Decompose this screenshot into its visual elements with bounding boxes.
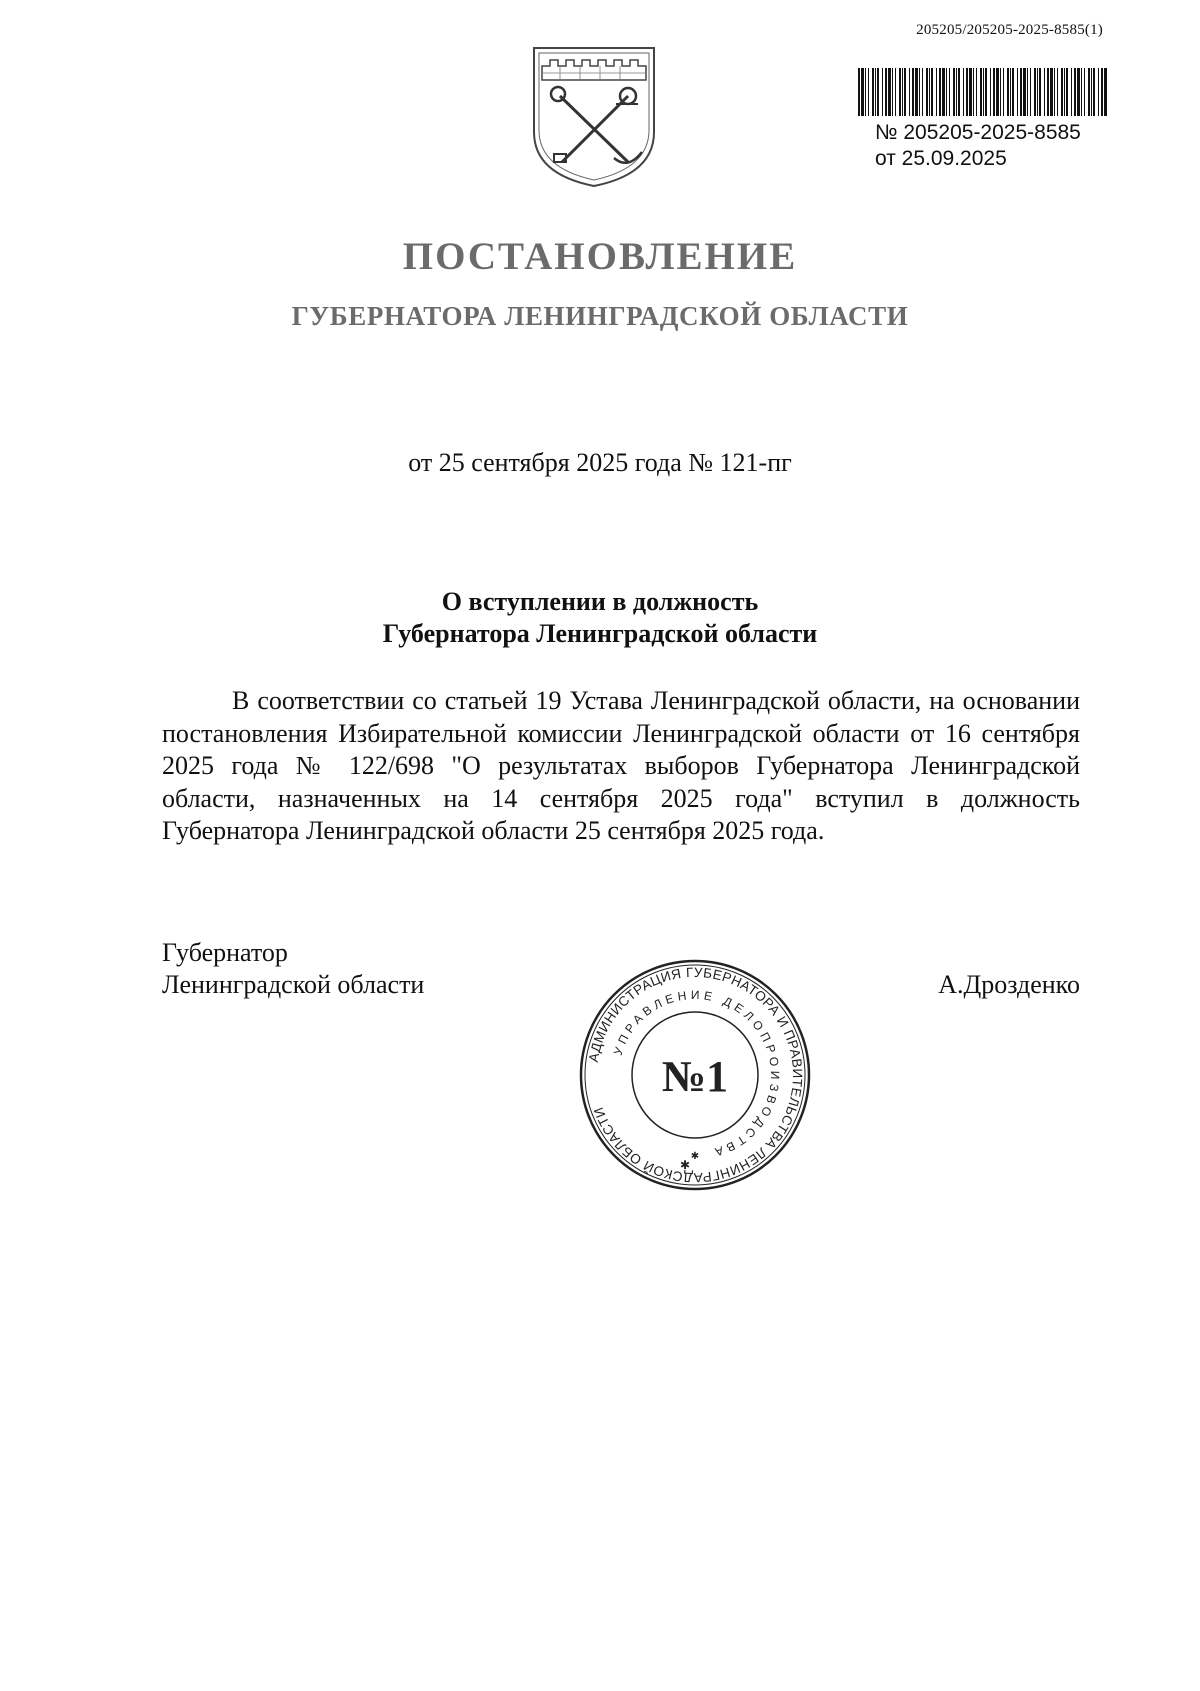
barcode-bar bbox=[1050, 68, 1053, 116]
signer-name: А.Дрозденко bbox=[938, 970, 1080, 999]
barcode-bar bbox=[1061, 68, 1063, 116]
barcode-bar bbox=[973, 68, 974, 116]
barcode-bar bbox=[1084, 68, 1085, 116]
document-body-paragraph: В соответствии со статьей 19 Устава Ленинградской области, на основании постановления Избирательной комиссии Ленинградской области от 16 сентября 2025 года № 122/698 "О результатах выборов Губернатора Ленинградской области, назначенных на 14 сентября 2025 года" вступил в должность Губернатора Ленинградской области 25 сентября 2025 года. bbox=[162, 686, 1080, 845]
document-reference: 205205/205205-2025-8585(1) bbox=[916, 22, 1103, 38]
barcode-bar bbox=[868, 68, 869, 116]
barcode-bar bbox=[1066, 68, 1068, 116]
barcode-bar bbox=[1047, 68, 1049, 116]
issuer-heading: ГУБЕРНАТОРА ЛЕНИНГРАДСКОЙ ОБЛАСТИ bbox=[291, 301, 909, 331]
barcode-bar bbox=[949, 68, 950, 116]
stamp-outer-text: АДМИНИСТРАЦИЯ ГУБЕРНАТОРА И ПРАВИТЕЛЬСТВА ЛЕНИНГРАДСКОЙ ОБЛАСТИ bbox=[585, 964, 806, 1186]
barcode-bar bbox=[1007, 68, 1009, 116]
barcode-bar bbox=[1091, 68, 1092, 116]
barcode-bar bbox=[919, 68, 920, 116]
barcode-bar bbox=[858, 68, 860, 116]
barcode-bar bbox=[956, 68, 957, 116]
barcode-bar bbox=[963, 68, 964, 116]
barcode-bar bbox=[1054, 68, 1055, 116]
barcode-bar bbox=[1020, 68, 1022, 116]
barcode-bar bbox=[861, 68, 864, 116]
barcode-bar bbox=[1098, 68, 1099, 116]
barcode bbox=[858, 68, 1108, 116]
barcode-bar bbox=[904, 68, 906, 116]
barcode-bar bbox=[1027, 68, 1028, 116]
stamp-center-number: №1 bbox=[661, 1052, 729, 1101]
barcode-bar bbox=[936, 68, 937, 116]
barcode-bar bbox=[926, 68, 928, 116]
barcode-bar bbox=[1000, 68, 1001, 116]
barcode-bar bbox=[1037, 68, 1038, 116]
barcode-bar bbox=[983, 68, 984, 116]
barcode-bar bbox=[1030, 68, 1031, 116]
barcode-bar bbox=[946, 68, 947, 116]
barcode-bar bbox=[1057, 68, 1058, 116]
barcode-bar bbox=[912, 68, 914, 116]
signer-position-line-2: Ленинградской области bbox=[162, 970, 425, 999]
document-title-line-2: Губернатора Ленинградской области bbox=[382, 619, 818, 648]
stamp-star-icon: ✱ bbox=[679, 1158, 691, 1172]
barcode-bar bbox=[990, 68, 991, 116]
barcode-bar bbox=[1010, 68, 1011, 116]
barcode-bar bbox=[902, 68, 903, 116]
barcode-bar bbox=[1081, 68, 1082, 116]
barcode-bar bbox=[958, 68, 960, 116]
barcode-bar bbox=[939, 68, 941, 116]
barcode-bar bbox=[976, 68, 977, 116]
barcode-bar bbox=[899, 68, 901, 116]
barcode-bar bbox=[931, 68, 933, 116]
barcode-bar bbox=[1034, 68, 1036, 116]
barcode-bar bbox=[872, 68, 874, 116]
barcode-bar bbox=[1071, 68, 1072, 116]
barcode-bar bbox=[1077, 68, 1080, 116]
stamp-inner-text: УПРАВЛЕНИЕ ДЕЛОПРОИЗВОДСТВА bbox=[610, 987, 783, 1161]
barcode-bar bbox=[966, 68, 968, 116]
barcode-bar bbox=[1044, 68, 1045, 116]
barcode-bar bbox=[1093, 68, 1095, 116]
barcode-bar bbox=[1017, 68, 1018, 116]
barcode-bar bbox=[993, 68, 995, 116]
barcode-bar bbox=[885, 68, 887, 116]
barcode-bar bbox=[895, 68, 896, 116]
barcode-bar bbox=[1039, 68, 1041, 116]
barcode-bar bbox=[996, 68, 999, 116]
document-title bbox=[0, 586, 1200, 650]
barcode-bar bbox=[875, 68, 876, 116]
document-title-line-1: О вступлении в должность bbox=[441, 587, 759, 616]
barcode-bar bbox=[888, 68, 891, 116]
barcode-bar bbox=[1012, 68, 1014, 116]
leningrad-oblast-coat-of-arms-icon bbox=[530, 44, 658, 190]
registration-date: от 25.09.2025 bbox=[875, 147, 1007, 170]
signer-position-line-1: Губернатор bbox=[162, 938, 288, 967]
barcode-bar bbox=[909, 68, 910, 116]
barcode-bar bbox=[892, 68, 893, 116]
signer-position bbox=[162, 937, 424, 1001]
barcode-bar bbox=[942, 68, 945, 116]
barcode-bar bbox=[1104, 68, 1107, 116]
barcode-bar bbox=[882, 68, 883, 116]
barcode-bar bbox=[915, 68, 918, 116]
barcode-bar bbox=[1074, 68, 1076, 116]
document-type-heading: ПОСТАНОВЛЕНИЕ bbox=[402, 235, 798, 278]
barcode-bar bbox=[865, 68, 866, 116]
document-date-number: от 25 сентября 2025 года № 121-пг bbox=[408, 448, 792, 477]
barcode-bar bbox=[1023, 68, 1026, 116]
barcode-bar bbox=[877, 68, 879, 116]
barcode-bar bbox=[980, 68, 982, 116]
barcode-bar bbox=[1064, 68, 1065, 116]
barcode-bar bbox=[1003, 68, 1004, 116]
barcode-bar bbox=[969, 68, 972, 116]
barcode-bar bbox=[1101, 68, 1103, 116]
registration-number: № 205205-2025-8585 bbox=[875, 121, 1081, 144]
barcode-bar bbox=[929, 68, 930, 116]
barcode-bar bbox=[922, 68, 923, 116]
barcode-bar bbox=[1088, 68, 1090, 116]
barcode-bar bbox=[953, 68, 955, 116]
barcode-bar bbox=[985, 68, 987, 116]
official-stamp bbox=[575, 955, 815, 1195]
stamp-star-icon: ✱ bbox=[690, 1151, 700, 1162]
